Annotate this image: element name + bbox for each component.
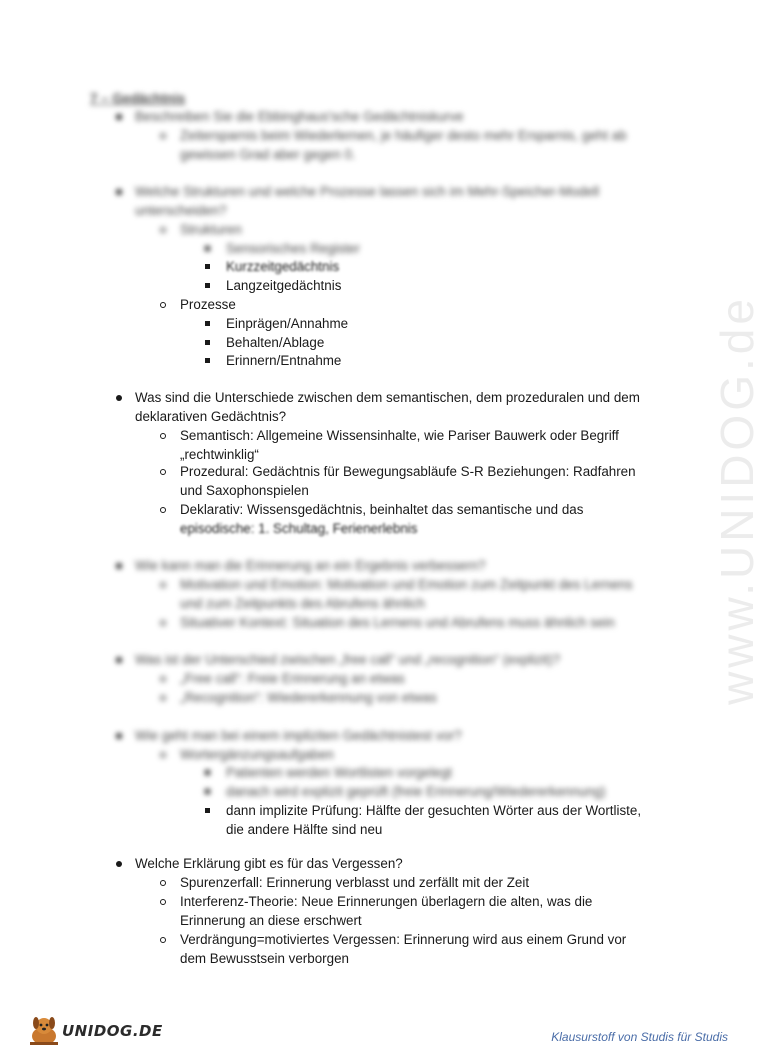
q7-answer-2-line-1: Interferenz-Theorie: Neue Erinnerungen überlagern die alten, was die <box>180 894 593 909</box>
square-bullet <box>205 789 210 794</box>
q4-answer-1-line-1: Motivation und Emotion: Motivation und Emotion zum Zeitpunkt des Lernens <box>180 577 633 592</box>
bullet <box>116 114 122 120</box>
question-7: Welche Erklärung gibt es für das Vergessen? <box>135 856 403 871</box>
q6-step-2: danach wird explizit geprüft (freie Erinnerung/Wiedererkennung) <box>226 784 606 799</box>
q2-structures: Strukturen <box>180 222 242 237</box>
q7-answer-1: Spurenzerfall: Erinnerung verblasst und zerfällt mit der Zeit <box>180 875 530 890</box>
question-3-line-1: Was sind die Unterschiede zwischen dem semantischen, dem prozeduralen und dem <box>135 390 640 405</box>
q2-structure-2: Kurzzeitgedächtnis <box>226 259 340 274</box>
q7-answer-3-line-1: Verdrängung=motiviertes Vergessen: Erinnerung wird aus einem Grund vor <box>180 932 627 947</box>
sub-bullet <box>160 507 166 513</box>
question-1: Beschreiben Sie die Ebbinghaus'sche Gedächtniskurve <box>135 109 464 124</box>
watermark: www.UNIDOG.de <box>711 295 763 705</box>
q3-answer-2-line-2: und Saxophonspielen <box>180 483 309 498</box>
square-bullet <box>205 246 210 251</box>
bullet <box>116 563 122 569</box>
q5-answer-1: „Free call“: Freie Erinnerung an etwas <box>180 671 405 686</box>
sub-bullet <box>160 620 166 626</box>
question-6: Wie geht man bei einem impliziten Gedächtnistest vor? <box>135 728 462 743</box>
q2-process-1: Einprägen/Annahme <box>226 316 349 331</box>
bullet <box>116 733 122 739</box>
q6-step-3-line-1: dann implizite Prüfung: Hälfte der gesuchten Wörter aus der Wortliste, <box>226 803 642 818</box>
q3-answer-1-line-2: „rechtwinklig“ <box>180 447 259 462</box>
bullet <box>116 657 122 663</box>
sub-bullet <box>160 227 166 233</box>
q5-answer-2: „Recognition“: Wiedererkennung von etwas <box>180 690 437 705</box>
bullet <box>116 189 122 195</box>
sub-bullet <box>160 695 166 701</box>
q2-structure-3: Langzeitgedächtnis <box>226 278 342 293</box>
question-2-line-2: unterscheiden? <box>135 203 227 218</box>
sub-bullet <box>160 899 166 905</box>
question-5: Was ist der Unterschied zwischen „free call“ und „recognition“ (explizit)? <box>135 652 561 667</box>
q2-process-2: Behalten/Ablage <box>226 335 325 350</box>
q2-processes: Prozesse <box>180 297 236 312</box>
unidog-logo <box>24 1014 163 1048</box>
sub-bullet <box>160 676 166 682</box>
section-title: 7 – Gedächtnis <box>90 91 186 106</box>
q2-process-3: Erinnern/Entnahme <box>226 353 342 368</box>
q1-answer-line-2: gewissen Grad aber gegen 0. <box>180 147 356 162</box>
q4-answer-2: Situativer Kontext: Situation des Lernens und Abrufens muss ähnlich sein <box>180 615 615 630</box>
q3-answer-2-line-1: Prozedural: Gedächtnis für Bewegungsabläufe S-R Beziehungen: Radfahren <box>180 464 636 479</box>
sub-bullet <box>160 302 166 308</box>
sub-bullet <box>160 582 166 588</box>
square-bullet <box>205 770 210 775</box>
square-bullet <box>205 340 210 345</box>
q6-sub: Wortergänzungsaufgaben <box>180 747 334 762</box>
square-bullet <box>205 283 210 288</box>
question-3-line-2: deklarativen Gedächtnis? <box>135 409 287 424</box>
question-2-line-1: Welche Strukturen und welche Prozesse lassen sich im Mehr-Speicher-Modell <box>135 184 600 199</box>
q6-step-3-line-2: die andere Hälfte sind neu <box>226 822 383 837</box>
square-bullet <box>205 264 210 269</box>
q6-step-1: Patienten werden Wortlisten vorgelegt <box>226 765 453 780</box>
dog-icon <box>24 1014 64 1048</box>
bullet <box>116 395 122 401</box>
q3-answer-3-line-1: Deklarativ: Wissensgedächtnis, beinhaltet das semantische und das <box>180 502 584 517</box>
sub-bullet <box>160 433 166 439</box>
q3-answer-3-line-2: episodische: 1. Schultag, Ferienerlebnis <box>180 521 418 536</box>
question-4: Wie kann man die Erinnerung an ein Ergebnis verbessern? <box>135 558 486 573</box>
sub-bullet <box>160 937 166 943</box>
sub-bullet <box>160 469 166 475</box>
q7-answer-3-line-2: dem Bewusstsein verborgen <box>180 951 349 966</box>
square-bullet <box>205 808 210 813</box>
q1-answer-line-1: Zeitersparnis beim Wiederlernen, je häufiger desto mehr Ersparnis, geht ab <box>180 128 627 143</box>
q4-answer-1-line-2: und zum Zeitpunkts des Abrufens ähnlich <box>180 596 425 611</box>
sub-bullet <box>160 752 166 758</box>
q3-answer-1-line-1: Semantisch: Allgemeine Wissensinhalte, wie Pariser Bauwerk oder Begriff <box>180 428 619 443</box>
sub-bullet <box>160 133 166 139</box>
footer-tagline: Klausurstoff von Studis für Studis <box>551 1030 728 1044</box>
square-bullet <box>205 358 210 363</box>
sub-bullet <box>160 880 166 886</box>
square-bullet <box>205 321 210 326</box>
q7-answer-2-line-2: Erinnerung an diese erschwert <box>180 913 362 928</box>
bullet <box>116 861 122 867</box>
q2-structure-1: Sensorisches Register <box>226 241 360 256</box>
logo-text: UNIDOG.DE <box>62 1022 163 1040</box>
